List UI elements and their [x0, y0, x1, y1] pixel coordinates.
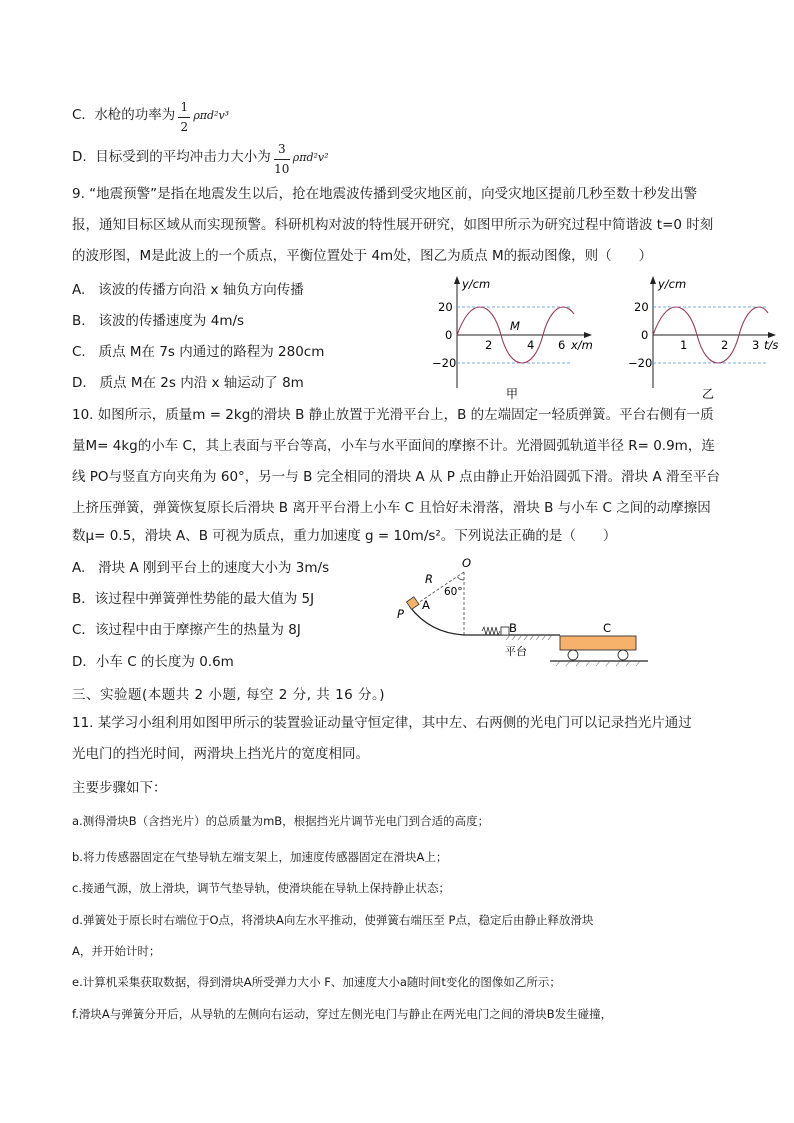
q10-option-b: B．该过程中弹簧弹性势能的最大值为 5J: [72, 591, 315, 607]
q8-option-d: [72, 140, 329, 174]
q8-option-c-label: C.: [72, 107, 86, 123]
yi-xtick-2: 2: [721, 338, 729, 352]
q10-option-c: C．该过程中由于摩擦产生的热量为 8J: [72, 622, 301, 638]
section-3-title: 三、实验题(本题共 2 小题, 每空 2 分, 共 16 分。): [72, 687, 386, 703]
label-platform: 平台: [505, 645, 527, 658]
cart-wheel-left: [568, 650, 578, 660]
q9-option-a: A. 该波的传播方向沿 x 轴负方向传播: [72, 282, 304, 298]
ground-hatch: [556, 661, 640, 666]
jia-xtick-2: 2: [485, 338, 493, 352]
yi-xtick-3: 3: [752, 338, 760, 352]
q8-option-c-fraction: $\frac{1}{2}$: [177, 100, 191, 134]
label-angle: 60°: [444, 586, 463, 598]
label-b: B: [509, 621, 517, 635]
yi-ylabel: y/cm: [658, 277, 687, 291]
jia-ytick-neg20: −20: [432, 356, 457, 370]
cart-c: [560, 636, 636, 650]
q9-stem-line1: 9. “地震预警”是指在地震发生以后，抢在地震波传播到受灾地区前，向受灾地区提前几秒至数十秒发出警: [72, 186, 698, 202]
slider-a: [406, 597, 419, 610]
label-o: O: [462, 556, 472, 570]
arc-track: [410, 607, 464, 635]
q10-figure: [390, 555, 660, 670]
q9-option-c: C. 质点 M在 7s 内通过的路程为 280cm: [72, 344, 325, 360]
q11-step-e: e.计算机采集获取数据，得到滑块A所受弹力大小 F、加速度大小a随时间t变化的图像如乙所示；: [72, 975, 561, 989]
label-p: P: [397, 607, 404, 621]
jia-xtick-6: 6: [558, 338, 566, 352]
q9-option-b: B. 该波的传播速度为 4m/s: [72, 313, 245, 329]
yi-ytick-20: 20: [634, 300, 649, 314]
spring: [482, 627, 500, 635]
yi-xlabel: t/s: [764, 338, 779, 352]
q10-stem-line1: 10. 如图所示，质量m = 2kg的滑块 B 静止放置于光滑平台上，B 的左端固定一轻质弹簧。平台右侧有一质: [72, 407, 714, 423]
label-c: C: [603, 621, 612, 635]
label-r: R: [425, 572, 433, 586]
q11-step-d-line2: A，并开始计时；: [72, 944, 161, 958]
yi-xtick-1: 1: [680, 338, 688, 352]
q8-option-d-label: D.: [72, 149, 87, 165]
q10-stem-line4: 上挤压弹簧，弹簧恢复原长后滑块 B 离开平台滑上小车 C 且恰好未滑落，滑块 B 与小车 C 之间的动摩擦因: [72, 500, 711, 516]
q9-graph-jia: [420, 270, 600, 400]
q11-step-a: a.测得滑块B（含挡光片）的总质量为mB，根据挡光片调节光电门到合适的高度；: [72, 814, 490, 828]
cart-wheel-right: [618, 650, 628, 660]
q9-option-d: D. 质点 M在 2s 内沿 x 轴运动了 8m: [72, 375, 304, 391]
q11-stem-line1: 11. 某学习小组利用如图甲所示的装置验证动量守恒定律，其中左、右两侧的光电门可以记录挡光片通过: [72, 715, 692, 731]
q10-stem-line2: 量M= 4kg的小车 C，其上表面与平台等高，小车与水平面间的摩擦不计。光滑圆弧轨道半径 R= 0.9m，连: [72, 438, 715, 454]
q8-option-c-text: 水枪的功率为: [94, 107, 176, 123]
jia-xtick-4: 4: [527, 338, 535, 352]
q8-option-d-text: 目标受到的平均冲击力大小为: [95, 149, 271, 165]
q8-option-d-fraction: $\frac{3}{10}$: [274, 142, 290, 176]
q11-stem-line2: 光电门的挡光时间，两滑块上挡光片的宽度相同。: [72, 746, 369, 762]
q10-option-d: D．小车 C 的长度为 0.6m: [72, 654, 234, 670]
yi-caption: 乙: [702, 387, 715, 400]
q10-stem-line5: 数μ= 0.5，滑块 A、B 可视为质点，重力加速度 g = 10m/s²。下列说法正确的是（ ）: [72, 528, 617, 544]
q11-steps-title: 主要步骤如下：: [72, 780, 167, 796]
jia-xlabel: x/m: [571, 338, 593, 352]
platform-hatch: [506, 635, 552, 640]
q11-step-d-line1: d.弹簧处于原长时右端位于O点，将滑块A向左水平推动，使弹簧右端压至 P点，稳定后由静止释放滑块: [72, 913, 594, 927]
q8-option-c: [72, 98, 229, 132]
q8-option-c-formula: ρπd²v³: [193, 109, 230, 122]
q11-step-c: c.接通气源，放上滑块，调节气垫导轨，使滑块能在导轨上保持静止状态；: [72, 881, 450, 895]
q9-stem-line3: 的波形图，M是此波上的一个质点，平衡位置处于 4m处，图乙为质点 M的振动图像，则（ ）: [72, 248, 653, 264]
jia-point-m: M: [510, 319, 520, 333]
q9-graph-yi: [616, 270, 794, 400]
label-a: A: [422, 598, 430, 612]
jia-ytick-20: 20: [438, 300, 453, 314]
q9-stem-line2: 报，通知目标区域从而实现预警。科研机构对波的特性展开研究，如图甲所示为研究过程中简谐波 t=0 时刻: [72, 217, 714, 233]
jia-ytick-0: 0: [445, 328, 453, 342]
angle-arc: [458, 577, 465, 580]
q10-option-a: A. 滑块 A 刚到平台上的速度大小为 3m/s: [72, 560, 330, 576]
jia-ylabel: y/cm: [462, 277, 491, 291]
q10-stem-line3: 线 PO与竖直方向夹角为 60°，另一与 B 完全相同的滑块 A 从 P 点由静止开始沿圆弧下滑。滑块 A 滑至平台: [72, 469, 720, 485]
q8-option-d-formula: ρπd²v²: [292, 151, 329, 164]
block-b: [501, 627, 509, 635]
q11-step-b: b.将力传感器固定在气垫导轨左端支架上，加速度传感器固定在滑块A上；: [72, 850, 448, 864]
yi-ytick-neg20: −20: [628, 356, 653, 370]
jia-caption: 甲: [506, 387, 519, 400]
yi-ytick-0: 0: [641, 328, 649, 342]
q11-step-f: f.滑块A与弹簧分开后，从导轨的左侧向右运动，穿过左侧光电门与静止在两光电门之间的滑块B发生碰撞，: [72, 1007, 613, 1021]
